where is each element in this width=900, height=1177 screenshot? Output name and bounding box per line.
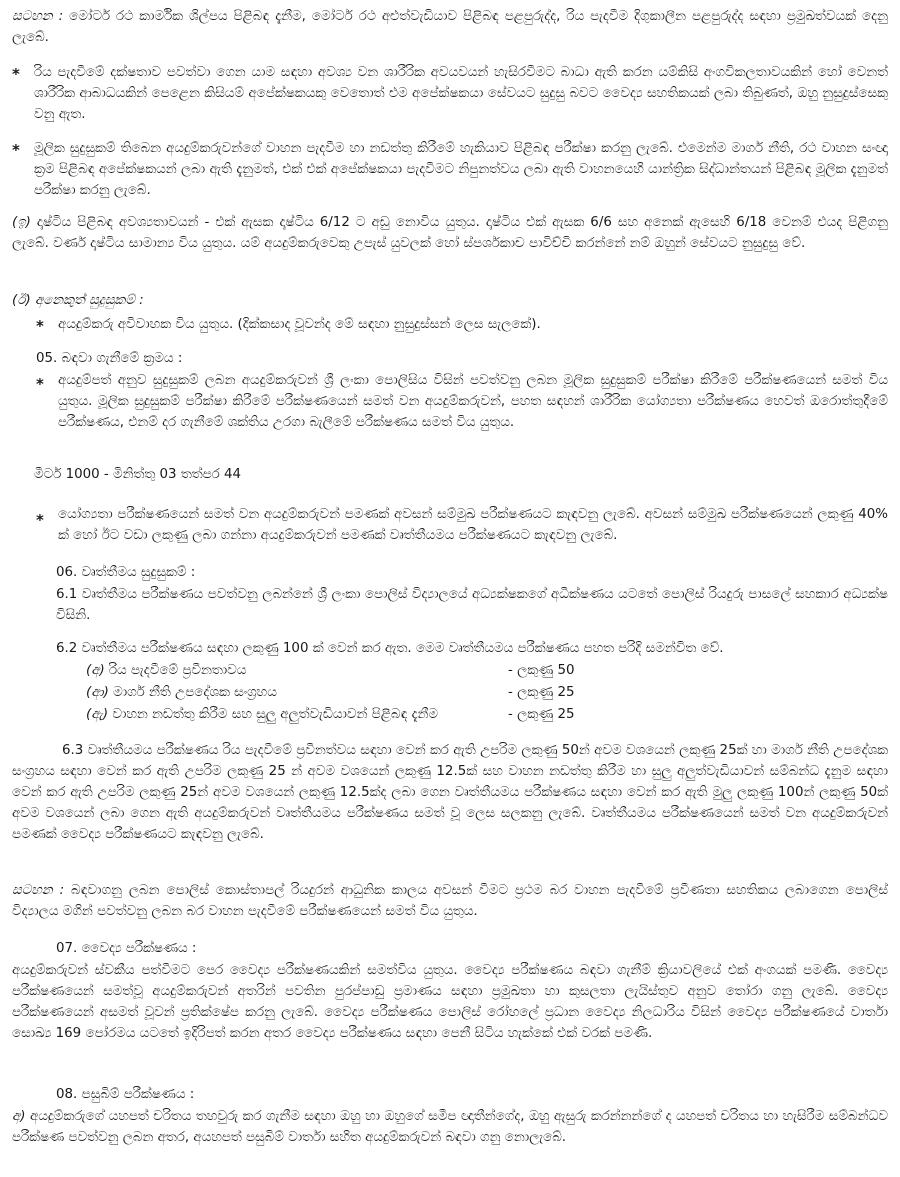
section-heading: 06. වෘත්තීමය සුදුසුකම් :	[56, 565, 196, 580]
item-label: මාර්ග නීති උපදේශක සංග්‍රහය	[113, 685, 277, 700]
bullet-paragraph: මූලික සුදුසුකම් තිබෙන අයදුම්කරුවන්ගේ වාහන පැදවීම හා නඩත්තු කිරීමේ හැකියාව පිළිබඳ පරීක්ෂා කරනු ලැබේ. එමෙන්ම මාර්ග නීති, රථ වාහන සංඥා ක්‍රම පිළිබඳ අපේක්ෂකයන් ලබා ඇති දැනුමත්, එක් එක් අපේක්ෂකයා පැදවීමට නිපුනත්වය ලබා ඇති වාහනයෙහි යාන්ත්‍රික සිද්ධාන්තයන් පිළිබඳ මූලික දැනුමත් පරීක්ෂා කරනු ලැබේ.	[34, 141, 888, 198]
vision-label: (ඉ)	[12, 215, 31, 230]
note-text: බඳවාගනු ලබන පොලිස් කොස්තාපල් රියදුරන් ආධුනික කාලය අවසන් වීමට ප්‍රථම බර වාහන පැදවීමේ ප්‍රවීණතා සහතිකය ලබාගෙන පොලිස් විද්‍යාලය මගින් පවත්වනු ලබන බර වාහන පැදවීමේ පරීක්ෂණයෙන් සමත් විය යුතුය.	[12, 883, 889, 919]
asterisk-bullet-icon: *	[12, 65, 20, 83]
background-text: අයදුම්කරුගේ යහපත් චරිතය තහවුරු කර ගැනීම සඳහා ඔහු හා ඔහුගේ සමීප ඥාතීන්ගේද, ඔහු ඇසුරු කරන්නන්ගේ ද යහපත් චරිතය හා හැසිරීම සම්බන්ධව පරීක්ෂණ පවත්වනු ලබන අතර, අයහපත් පසුබිම් වාර්තා සහිත අයදුම්කරුවන් බඳවා ගනු නොලැබේ.	[12, 1109, 888, 1145]
section-heading: 05. බඳවා ගැනීමේ ක්‍රමය :	[36, 351, 183, 366]
marks-row	[86, 660, 708, 681]
clause-6-2: 6.2 වෘත්තීමය පරීක්ෂණය සඳහා ලකුණු 100 ක් වෙන් කර ඇත. මෙම වෘත්තීයමය පරීක්ෂණය පහත පරිදි සමන්විත වේ.	[56, 641, 724, 656]
item-points: - ලකුණු 25	[508, 685, 575, 700]
vision-paragraph	[12, 212, 888, 254]
item-mark: (අ)	[86, 663, 105, 678]
item-mark: (ආ)	[86, 685, 109, 700]
item-label: වාහන නඩත්තු කිරීම සහ සුලු අලුත්වැඩියාවන් පිළිබඳ දැනීම	[112, 707, 439, 722]
note-paragraph	[12, 880, 888, 922]
note-label: සටහන :	[12, 9, 64, 24]
run-requirement: මීටර් 1000 - මිනිත්තු 03 තත්පර 44	[34, 467, 242, 482]
bullet-paragraph: යෝග්‍යතා පරීක්ෂණයෙන් සමත් වන අයදුම්කරුවන් පමණක් අවසන් සම්මුඛ පරීක්ෂණයට කැඳවනු ලැබේ. අවසන් සම්මුඛ පරීක්ෂණයෙන් ලකුණු 40% ක් හෝ ඊට වඩා ලකුණු ලබා ගන්නා අයදුම්කරුවන් පමණක් වෘත්තීයමය පරීක්ෂණයට කැඳවනු ලැබේ.	[58, 507, 888, 543]
item-label: රිය පැදවීමේ ප්‍රවීනතාවය	[108, 663, 247, 678]
marks-row	[86, 682, 708, 703]
item-points: - ලකුණු 50	[508, 663, 575, 678]
asterisk-bullet-icon: *	[36, 317, 44, 335]
marks-row	[86, 704, 708, 725]
other-qualifications-heading: (ඊ) අනෙකුත් සුදුසුකම් :	[12, 293, 144, 308]
asterisk-bullet-icon: *	[36, 375, 44, 393]
medical-paragraph: අයදුම්කරුවන් ස්වකීය පත්වීමට පෙර වෛද්‍ය පරීක්ෂණයකින් සමත්විය යුතුය. වෛද්‍ය පරීක්ෂණය බඳවා ගැනීම් ක්‍රියාවලියේ එක් අංගයක් පමණි. වෛද්‍ය පරීක්ෂණයෙන් සමත්වූ අයදුම්කරුවන් අතරින් පවතින පුරප්පාඩු ප්‍රමාණය සඳහා ප්‍රමුඛතා හා කුසලතා ලැයිස්තුව අනුව තෝරා ගනු ලැබේ. වෛද්‍ය පරීක්ෂණයෙන් අසමත් වූවන් ප්‍රතික්ෂේප කරනු ලැබේ. වෛද්‍ය පරීක්ෂණය පොලිස් රෝහලේ ප්‍රධාන වෛද්‍ය නිලධාරිය විසින් වෛද්‍ය පරීක්ෂණයේ වාර්තා සොඛ්‍ය 169 පෝරමය යටතේ ඉදිරිපත් කරන අතර වෛද්‍ය පරීක්ෂණය සඳහා පෙනී සිටිය හැක්කේ එක් වරක් පමණි.	[12, 963, 888, 1041]
clause-6-1: 6.1 වෘත්තීමය පරීක්ෂණය පවත්වනු ලබන්නේ ශ්‍රී ලංකා පොලිස් විද්‍යාලයේ අධ්‍යක්ෂකගේ අධීක්ෂණය යටතේ පොලිස් රියදුරු පාසලේ සහකාර අධ්‍යක්ෂ විසිනි.	[56, 587, 888, 623]
asterisk-bullet-icon: *	[36, 511, 44, 529]
asterisk-bullet-icon: *	[12, 141, 20, 159]
item-points: - ලකුණු 25	[508, 707, 575, 722]
bullet-paragraph: අයදුම්කරු අවිවාහක විය යුතුය. (දික්කසාද වූවන්ද මේ සඳහා නුසුදුස්සන් ලෙස සැලකේ).	[58, 317, 541, 332]
note-text: මෝටර් රථ කාර්මික ශිල්පය පිළිබඳ දැනීම, මෝටර් රථ අළුත්වැඩියාව පිළිබඳ පළපුරුද්ද, රිය පැදවීම දිගුකාලීන පළපුරුද්ද සඳහා ප්‍රමුඛත්වයක් දෙනු ලැබේ.	[12, 9, 888, 45]
vision-text: දෘෂ්ටිය පිළිබඳ අවශ්‍යතාවයන් - එක් ඇසක දෘෂ්ටිය 6/12 ට අඩු නොවිය යුතුය. දෘෂ්ටිය එක් ඇසක 6/6 සහ අනෙක් ඇසෙහි 6/18 වෙනම් එයද පිළිගනු ලැබේ. වර්ණ දෘෂ්ටිය සාමාන්‍ය විය යුතුය. යම් අයදුම්කරුවෙකු උපැස් යුවලක් හෝ ස්පර්ශකාච පාවිච්චි කරන්නේ නම් ඔහුන් සේවයට නුසුදුසු වේ.	[12, 215, 888, 251]
bullet-paragraph: අයදුම්පත් අනුව සුදුසුකම් ලබන අයදුම්කරුවන් ශ්‍රී ලංකා පොලිසිය විසින් පවත්වනු ලබන මූලික සුදුසුකම් පරීක්ෂා කිරීමේ පරීක්ෂණයෙන් සමත් විය යුතුය. මූලික සුදුසුකම් පරීක්ෂා කිරීමේ පරීක්ෂණයෙන් සමත් වන අයදුම්කරුවන්, පහත සඳහන් ශාරීරික යෝග්‍යතා පරීක්ෂණය හෙවත් ඔරොත්තුදීමේ පරීක්ෂණය, එනම් දර ගැනීමේ ශක්තිය උරගා බැලීමේ පරීක්ෂණය සමත් විය යුතුය.	[58, 373, 888, 430]
item-mark: (ඇ)	[86, 707, 109, 722]
clause-6-3: 6.3 වෘත්තීයමය පරීක්ෂණය රිය පැදවීමේ ප්‍රවීනත්වය සඳහා වෙන් කර ඇති උපරිම ලකුණු 50න් අවම වශයෙන් ලකුණු 25ක් හා මාර්ග නීති උපදේශක සංග්‍රහය සඳහා වෙන් කර ඇති උපරිම ලකුණු 25 න් අවම වශයෙන් ලකුණු 12.5ක් සහ වාහන නඩත්තු කිරීම හා සුලු අලුත්වැඩියාවන් සම්බන්ධ දැනුම සඳහා වෙන් කර ඇති උපරිම ලකුණු 25න් අවම වශයෙන් ලකුණු 12.5ක්ද ලබා ගෙන වෘත්තීයමය පරීක්ෂණය සඳහා වෙන් කර ඇති මුලු ලකුණු 100න් ලකුණු 50ක් අවම වශයෙන් ලබා ගෙන ඇති අයදුම්කරුවන් වෘත්තීයමය පරීක්ෂණය සමත් වූ ලෙස සලකනු ලැබේ. වෘත්තීයමය පරීක්ෂණයෙන් සමත් වන අයදුම්කරුවන් පමණක් වෛද්‍ය පරීක්ෂණයට කැඳවනු ලැබේ.	[12, 743, 888, 842]
background-label: අ)	[12, 1109, 26, 1124]
note-label: සටහන :	[12, 883, 65, 898]
bullet-paragraph: රිය පැදවීමේ දක්ෂතාව පවත්වා ගෙන යාම සඳහා අවශ්‍ය වන ශාරීරික අවයවයන් හැසිරවීමට බාධා ඇති කරන යම්කිසි අංගවිකලතාවයකින් හෝ වෙනත් ශාරීරික ආබාධයකින් පෙළෙන කිසියම් අපේක්ෂකයකු වෙතොත් එම අපේක්ෂකයා සේවයට සුදුසු බවට වෛද්‍ය සහතිකයක් ලබා තිබුණත්, ඔහු නුසුදුස්සෙකු වනු ඇත.	[34, 65, 888, 122]
background-paragraph	[12, 1106, 888, 1148]
section-heading: 07. වෛද්‍ය පරීක්ෂණය :	[56, 941, 197, 956]
section-heading: 08. පසුබිම් පරීක්ෂණය :	[56, 1087, 195, 1102]
note-paragraph	[12, 6, 888, 48]
